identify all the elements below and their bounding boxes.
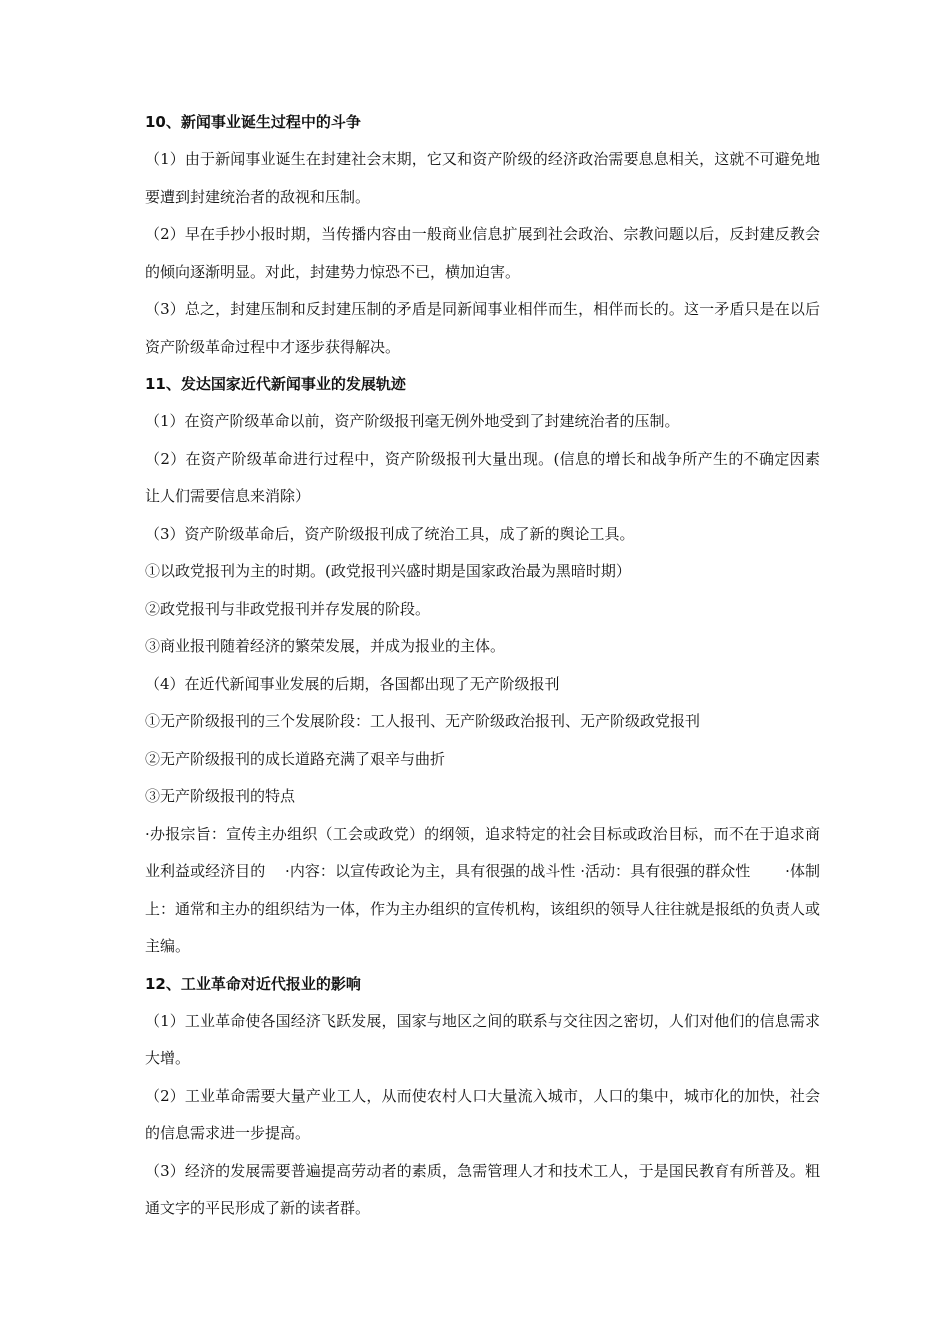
document-body — [145, 104, 820, 1228]
paragraph: （1）工业革命使各国经济飞跃发展，国家与地区之间的联系与交往因之密切，人们对他们的信息需求大增。 — [145, 1011, 820, 1067]
paragraph: （2）早在手抄小报时期，当传播内容由一般商业信息扩展到社会政治、宗教问题以后，反封建反教会的倾向逐渐明显。对此，封建势力惊恐不已，横加迫害。 — [145, 225, 820, 281]
list-item: ①以政党报刊为主的时期。(政党报刊兴盛时期是国家政治最为黑暗时期） — [145, 562, 631, 580]
list-item: ③无产阶级报刊的特点 — [145, 787, 296, 805]
paragraph: （2）在资产阶级革命进行过程中，资产阶级报刊大量出现。(信息的增长和战争所产生的不确定因素让人们需要信息来消除） — [145, 449, 820, 505]
paragraph: （1）由于新闻事业诞生在封建社会末期，它又和资产阶级的经济政治需要息息相关，这就不可避免地要遭到封建统治者的敌视和压制。 — [145, 150, 820, 206]
list-item: ②政党报刊与非政党报刊并存发展的阶段。 — [145, 599, 431, 618]
features-paragraph: ·办报宗旨：宣传主办组织（工会或政党）的纲领，追求特定的社会目标或政治目标，而不在于追求商业利益或经济目的 ·内容：以宣传政论为主，具有很强的战斗性 ·活动：具有很强的群众性 ·体制上：通常和主办的组织结为一体，作为主办组织的宣传机构，该组织的领导人往往就是报纸的负责人或主编。 — [145, 824, 821, 955]
paragraph: （4）在近代新闻事业发展的后期，各国都出现了无产阶级报刊 — [145, 674, 560, 693]
section-heading-11: 11、发达国家近代新闻事业的发展轨迹 — [145, 375, 406, 393]
paragraph: （1）在资产阶级革命以前，资产阶级报刊毫无例外地受到了封建统治者的压制。 — [145, 412, 680, 430]
paragraph: （2）工业革命需要大量产业工人，从而使农村人口大量流入城市，人口的集中，城市化的加快，社会的信息需求进一步提高。 — [145, 1086, 820, 1142]
paragraph: （3）资产阶级革命后，资产阶级报刊成了统治工具，成了新的舆论工具。 — [145, 524, 635, 543]
paragraph: （3）总之，封建压制和反封建压制的矛盾是同新闻事业相伴而生，相伴而长的。这一矛盾只是在以后资产阶级革命过程中才逐步获得解决。 — [145, 300, 820, 356]
section-heading-12: 12、工业革命对近代报业的影响 — [145, 974, 361, 993]
list-item: ③商业报刊随着经济的繁荣发展，并成为报业的主体。 — [145, 637, 506, 655]
list-item: ②无产阶级报刊的成长道路充满了艰辛与曲折 — [145, 749, 446, 768]
section-heading-10: 10、新闻事业诞生过程中的斗争 — [145, 113, 361, 131]
list-item: ①无产阶级报刊的三个发展阶段：工人报刊、无产阶级政治报刊、无产阶级政党报刊 — [145, 712, 701, 730]
paragraph: （3）经济的发展需要普遍提高劳动者的素质，急需管理人才和技术工人，于是国民教育有所普及。粗通文字的平民形成了新的读者群。 — [145, 1161, 820, 1217]
